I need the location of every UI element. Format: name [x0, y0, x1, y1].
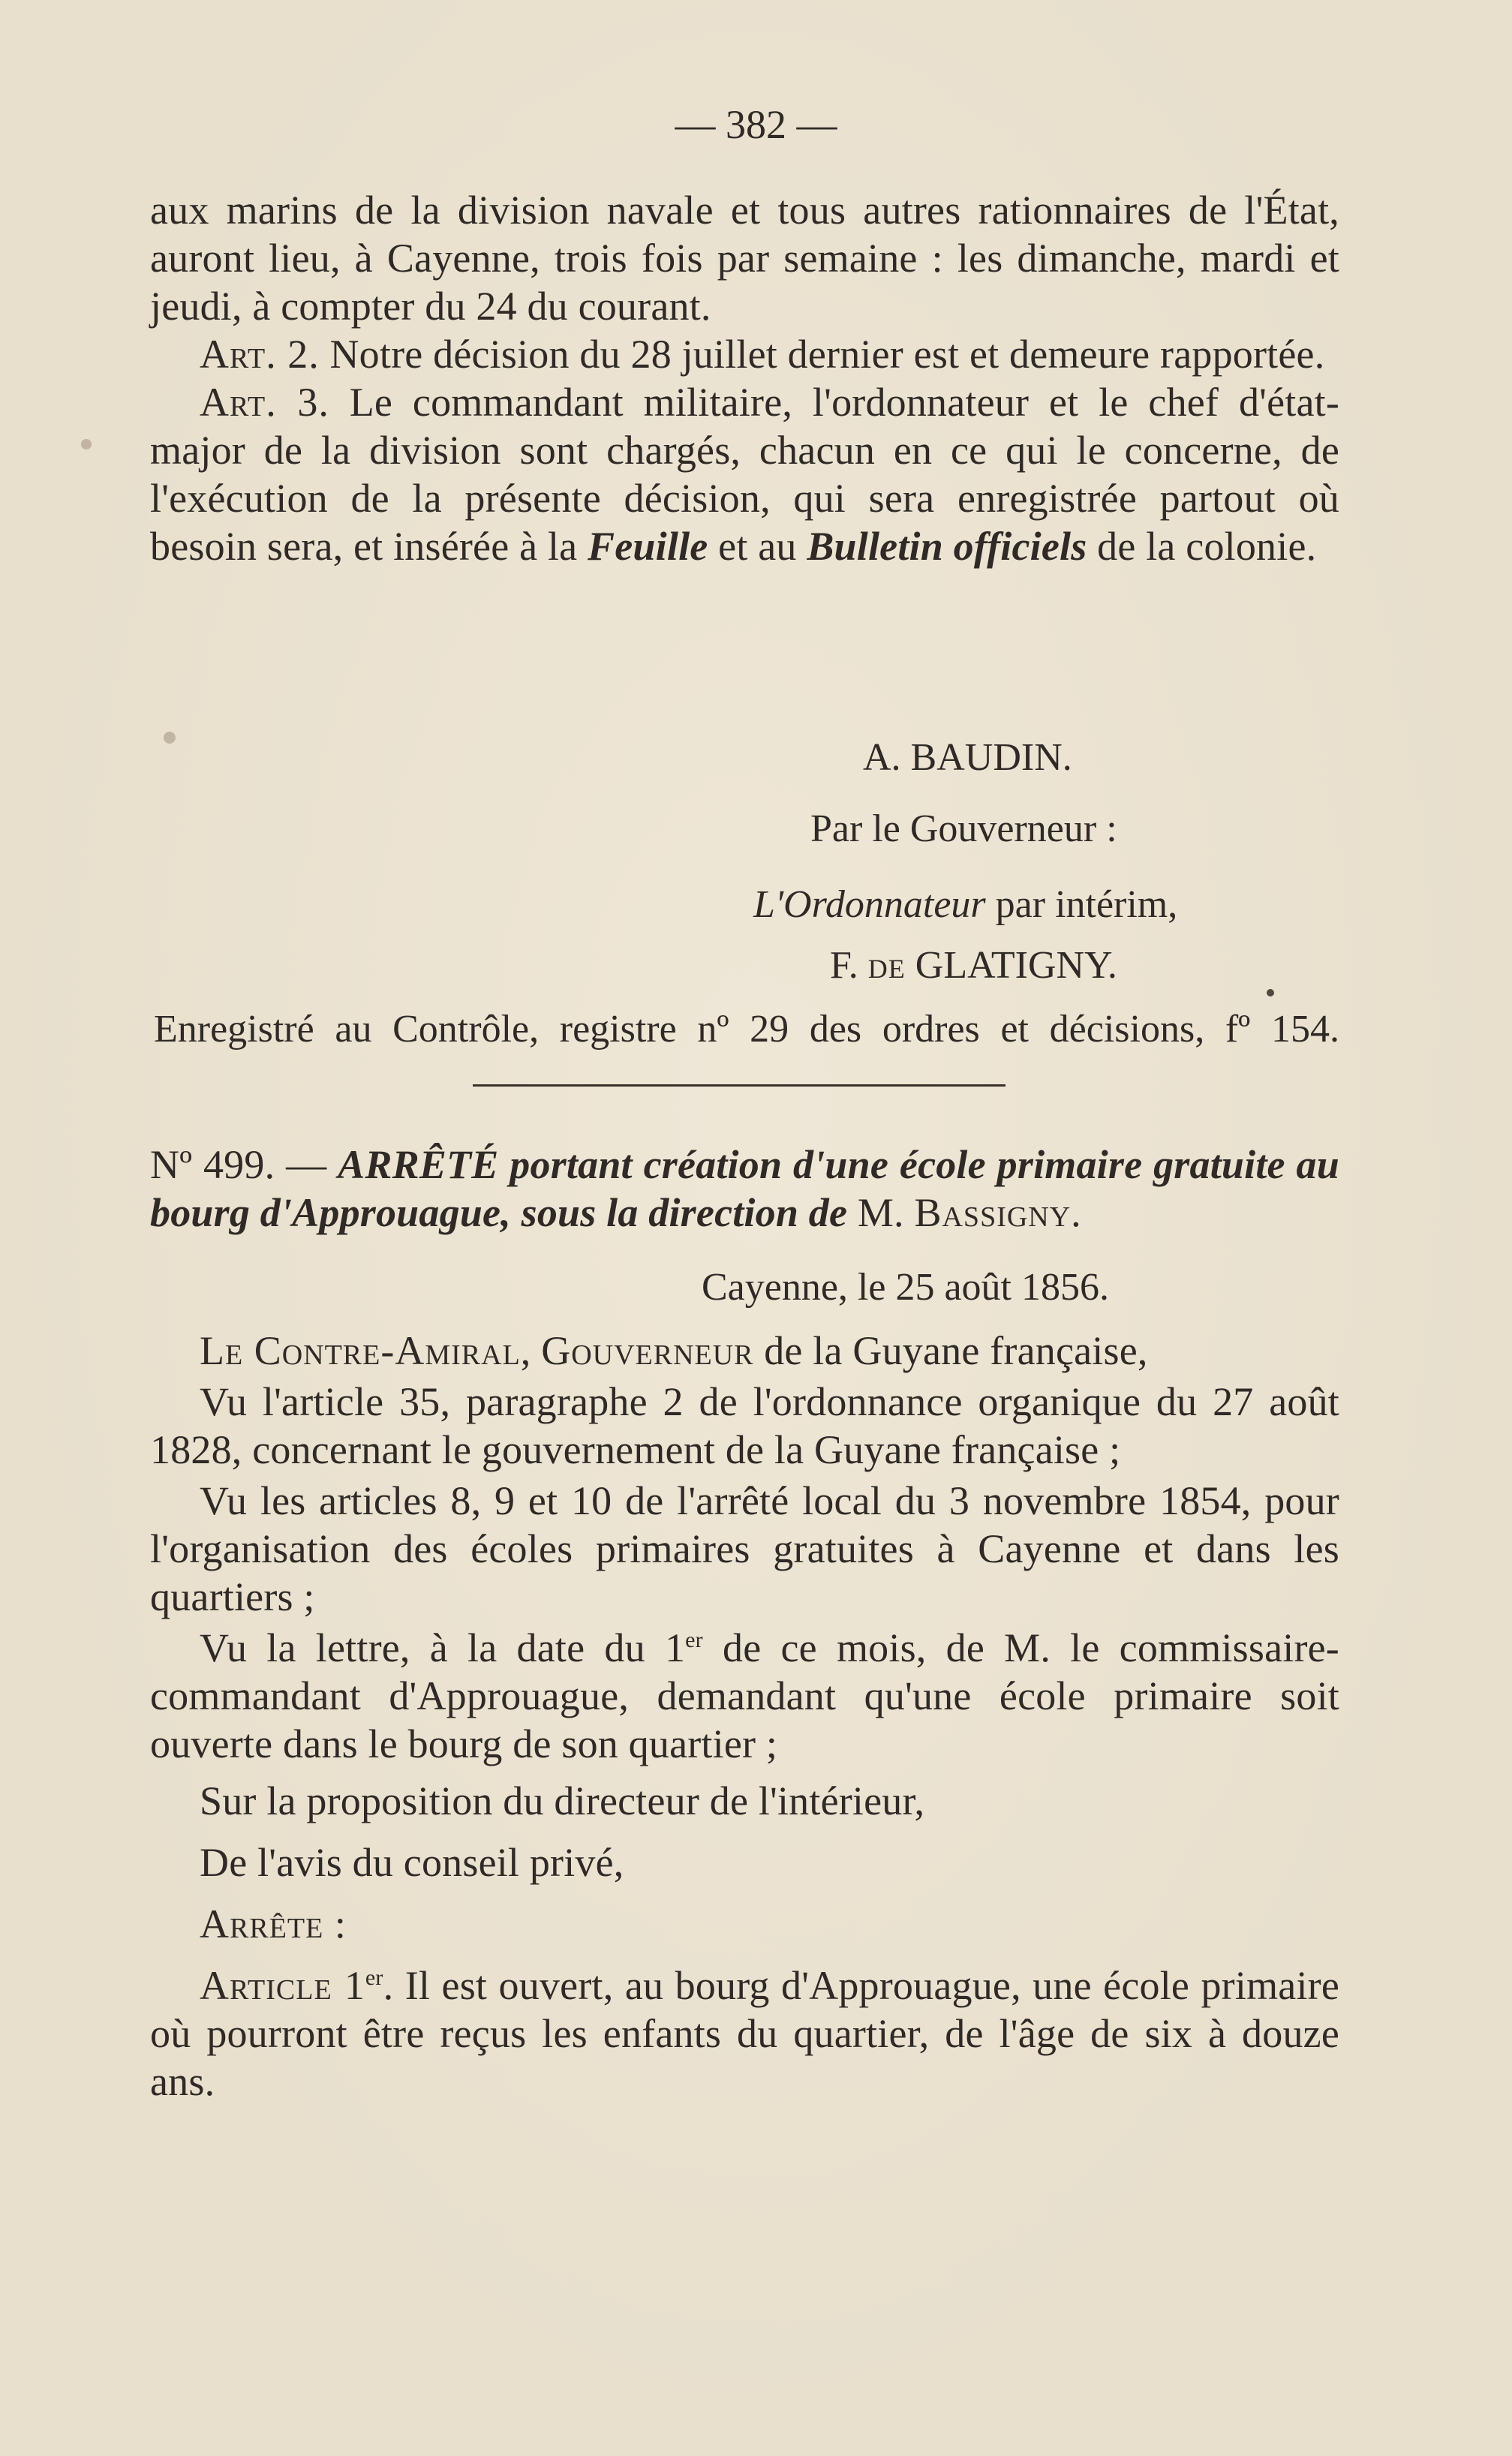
paragraph-article-3: Art. 3. Le commandant militaire, l'ordonnateur et le chef d'état-major de la division sont chargés, chacun en ce qui le concerne, de l'exécution de la présente décision, qui sera enregistrée partout où besoin sera, et insérée à la Feuille et au Bulletin officiels de la colonie.	[150, 380, 1339, 569]
proposition-line: Sur la proposition du directeur de l'intérieur,	[200, 1778, 925, 1823]
article-1: Article 1er. Il est ouvert, au bourg d'Approuague, une école primaire où pourront être reçus les enfants du quartier, de l'âge de six à douze ans.	[150, 1963, 1339, 2104]
registration-line: Enregistré au Contrôle, registre nº 29 des ordres et décisions, fº 154.	[154, 1008, 1339, 1051]
paper-speck	[81, 439, 92, 449]
paragraph-rations: aux marins de la division navale et tous autres rationnaires de l'État, auront lieu, à Cayenne, trois fois par semaine : les dimanche, mardi et jeudi, à compter du 24 du courant.	[150, 188, 1339, 329]
decree-title-keyword: ARRÊTÉ	[338, 1142, 499, 1187]
page-number: — 382 —	[675, 102, 837, 147]
ordonnateur-name: F. de GLATIGNY.	[830, 944, 1117, 987]
paragraph-article-2: Art. 2. Notre décision du 28 juillet dernier est et demeure rapportée.	[200, 332, 1325, 377]
decree-section	[150, 1141, 1339, 1237]
feuille-title: Feuille	[588, 524, 708, 569]
arrete-label: Arrête :	[200, 1901, 347, 1946]
decree-title: portant création d'une école primaire gratuite au bourg d'Approuague, sous la direction de	[150, 1142, 1339, 1235]
decree-body	[150, 1327, 1339, 2106]
paper-speck	[1267, 989, 1274, 997]
considerant-lettre: Vu la lettre, à la date du 1er de ce mois, de M. le commissaire-commandant d'Approuague, demandant qu'une école primaire soit ouverte dans le bourg de son quartier ;	[150, 1625, 1339, 1766]
paper-speck	[164, 732, 176, 744]
continuation-section	[150, 186, 1339, 570]
article-3-label: Art. 3.	[200, 380, 329, 425]
article-2-label: Art. 2.	[200, 332, 320, 377]
bulletin-title: Bulletin officiels	[807, 524, 1087, 569]
section-divider	[473, 1084, 1005, 1087]
considerant-arrete-local: Vu les articles 8, 9 et 10 de l'arrêté local du 3 novembre 1854, pour l'organisation des écoles primaires gratuites à Cayenne et dans les quartiers ;	[150, 1478, 1339, 1619]
considerant-ordonnance: Vu l'article 35, paragraphe 2 de l'ordonnance organique du 27 août 1828, concernant le gouvernement de la Guyane française ;	[150, 1379, 1339, 1472]
signer-name: A. BAUDIN.	[863, 736, 1072, 779]
par-le-gouverneur: Par le Gouverneur :	[810, 807, 1117, 850]
ordonnateur-line: L'Ordonnateur par intérim,	[753, 883, 1178, 926]
decree-number: Nº 499. —	[150, 1142, 327, 1187]
place-date: Cayenne, le 25 août 1856.	[702, 1266, 1109, 1309]
decree-author: Le Contre-Amiral, Gouverneur de la Guyane française,	[200, 1328, 1148, 1373]
decree-heading: Nº 499. — ARRÊTÉ portant création d'une école primaire gratuite au bourg d'Approuague, sous la direction de M. Bassigny.	[150, 1142, 1339, 1235]
decree-person: Bassigny.	[914, 1190, 1082, 1235]
avis-line: De l'avis du conseil privé,	[200, 1840, 624, 1885]
